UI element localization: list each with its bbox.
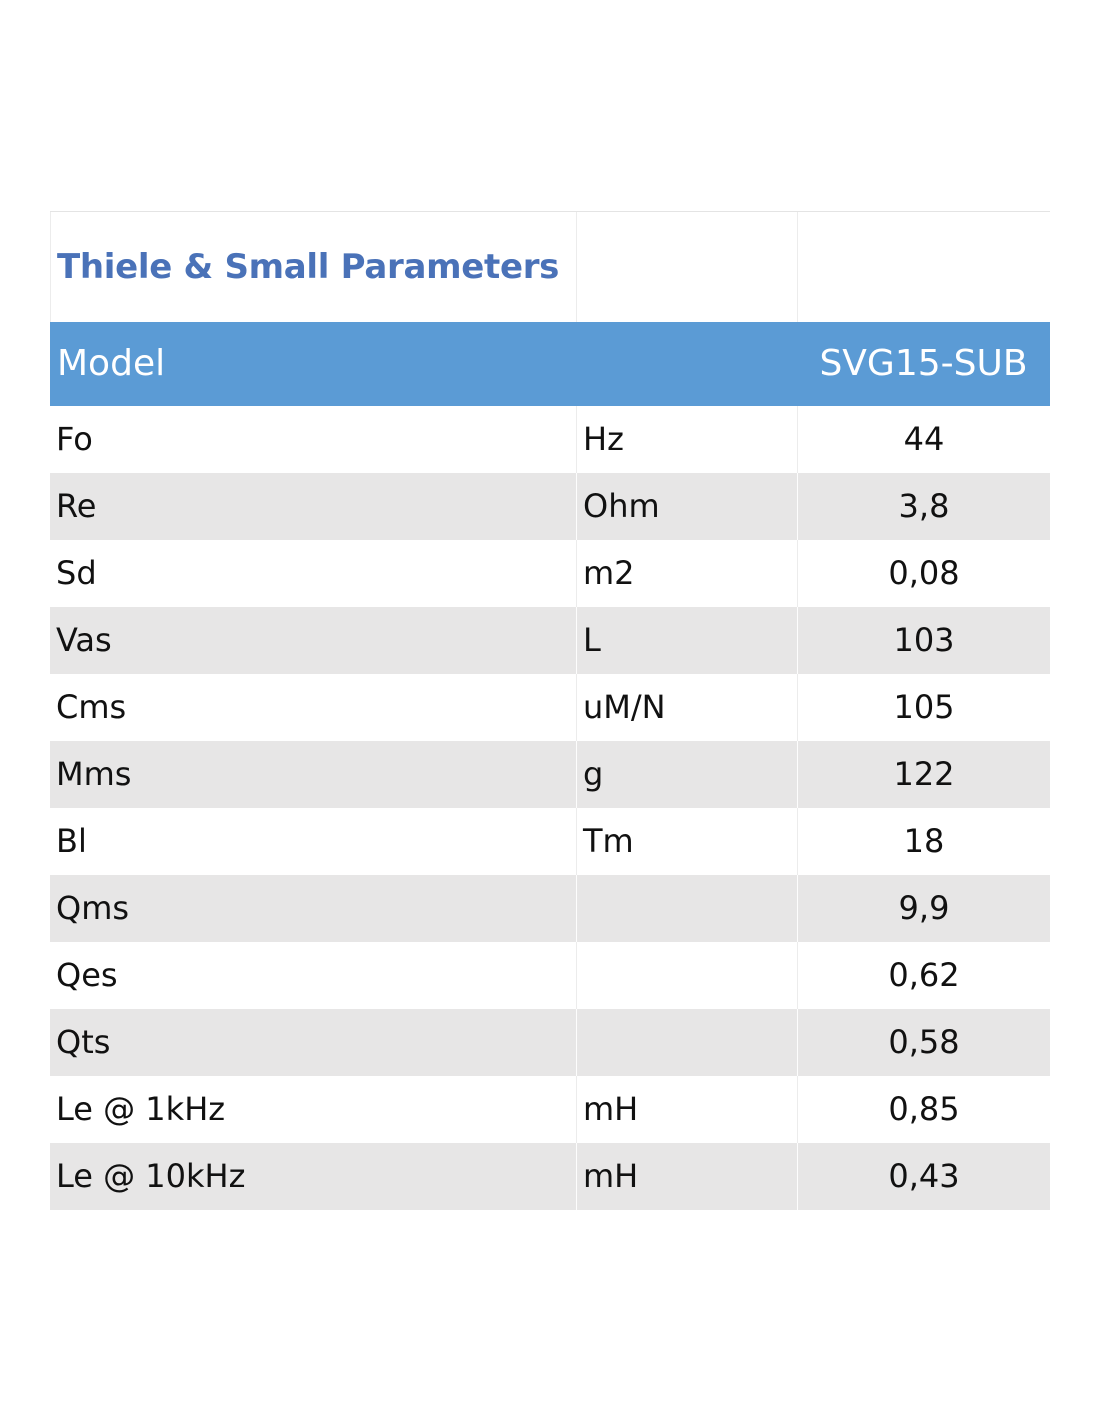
param-name: Qes [56,956,118,994]
table-row [50,607,1050,674]
table-row [50,406,1050,473]
param-name: Bl [56,822,87,860]
param-value: 44 [797,406,1050,473]
empty-title-cell [797,212,1050,322]
param-value: 3,8 [797,473,1050,540]
param-name: Le @ 1kHz [56,1090,226,1128]
table-row [50,875,1050,942]
param-value: 0,62 [797,942,1050,1009]
param-unit: Tm [576,808,797,875]
param-name: Vas [56,621,112,659]
param-name: Sd [56,554,97,592]
sheet-title: Thiele & Small Parameters [50,212,576,322]
table-row [50,741,1050,808]
table-row [50,942,1050,1009]
table-row [50,473,1050,540]
param-value: 9,9 [797,875,1050,942]
param-value: 0,85 [797,1076,1050,1143]
param-unit: L [576,607,797,674]
table-row [50,540,1050,607]
param-unit [576,942,797,1009]
table-row [50,808,1050,875]
param-name: Le @ 10kHz [56,1157,246,1195]
param-unit: uM/N [576,674,797,741]
param-name: Qts [56,1023,111,1061]
param-unit: Hz [576,406,797,473]
param-name: Qms [56,889,130,927]
param-value: 103 [797,607,1050,674]
param-value: 0,08 [797,540,1050,607]
param-name: Mms [56,755,132,793]
param-unit [576,1009,797,1076]
param-name: Re [56,487,97,525]
table-row [50,1009,1050,1076]
header-label: Model [57,343,166,384]
header-row [50,322,1050,406]
param-unit: g [576,741,797,808]
param-value: 0,58 [797,1009,1050,1076]
parameters-table [50,211,1050,1210]
param-unit: mH [576,1076,797,1143]
param-name: Cms [56,688,127,726]
param-name: Fo [56,420,93,458]
param-unit: mH [576,1143,797,1210]
empty-title-cell [576,212,797,322]
param-value: 18 [797,808,1050,875]
title-row [50,211,1050,322]
table-row [50,1076,1050,1143]
param-value: 0,43 [797,1143,1050,1210]
param-unit: m2 [576,540,797,607]
param-value: 122 [797,741,1050,808]
table-row [50,674,1050,741]
header-model: SVG15-SUB [819,343,1028,384]
table-row [50,1143,1050,1210]
param-unit: Ohm [576,473,797,540]
param-unit [576,875,797,942]
param-value: 105 [797,674,1050,741]
